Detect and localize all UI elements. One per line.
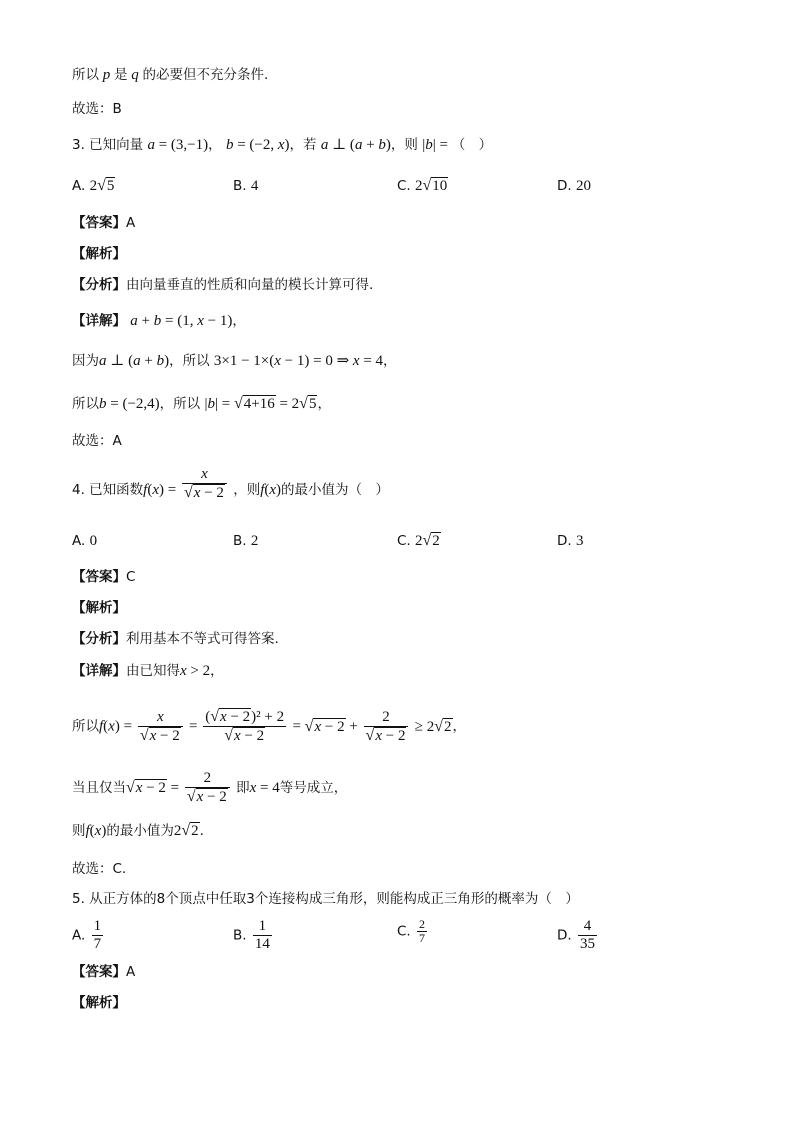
q4-option-c: C. 2√2 xyxy=(397,532,440,549)
q4-fenxi: 【分析】利用基本不等式可得答案. xyxy=(72,631,279,647)
q4-detail-3: 当且仅当√x − 2 = $\frac{2}{√x - 2}$ 即x = 4等号成立， xyxy=(72,770,348,805)
q4-detail-4: 则f(x)的最小值为2√2. xyxy=(72,822,204,839)
q3-detail-4: 故选：A xyxy=(72,433,122,449)
q5-option-b: B. $\frac{1}{14}$ xyxy=(233,918,270,952)
text-line-conclusion: 所以 p 是 q 的必要但不充分条件. xyxy=(72,67,269,83)
q4-jiexi-label: 【解析】 xyxy=(72,600,126,616)
question-3-stem: 3. 已知向量 a = (3,−1)， b = (−2, x)，若 a ⊥ (a + b)，则 |b| = （ ） xyxy=(72,137,493,153)
q3-option-b: B. 4 xyxy=(233,178,259,194)
q5-jiexi-label: 【解析】 xyxy=(72,995,126,1011)
q5-option-c: C. $\frac{2}{7}$ xyxy=(397,917,426,945)
q3-jiexi-label: 【解析】 xyxy=(72,246,126,262)
q3-detail-1: 【详解】 a + b = (1, x − 1)， xyxy=(72,313,246,329)
q3-fenxi: 【分析】由向量垂直的性质和向量的模长计算可得. xyxy=(72,277,374,293)
q4-detail-1: 【详解】由已知得x > 2， xyxy=(72,663,224,679)
q3-detail-3: 所以b = (−2,4)，所以 |b| = √4+16 = 2√5， xyxy=(72,395,331,412)
q3-option-d: D. 20 xyxy=(557,178,591,194)
q3-detail-2: 因为a ⊥ (a + b)，所以 3×1 − 1×(x − 1) = 0 ⇒ x = 4， xyxy=(72,353,397,369)
q4-option-b: B. 2 xyxy=(233,533,259,549)
q4-answer: 【答案】C xyxy=(72,569,136,585)
question-4-stem: 4. 已知函数f(x) = $\frac{x}{√x - 2}$ ，则f(x)的最小值为（ ） xyxy=(72,466,390,501)
q4-detail-5: 故选：C. xyxy=(72,861,127,877)
q5-option-a: A. $\frac{1}{7}$ xyxy=(72,918,102,952)
q3-answer: 【答案】A xyxy=(72,215,136,231)
q5-answer: 【答案】A xyxy=(72,964,136,980)
q3-option-a: A. 2√5 xyxy=(72,177,115,194)
q4-option-d: D. 3 xyxy=(557,533,584,549)
q4-option-a: A. 0 xyxy=(72,533,98,549)
question-5-stem: 5. 从正方体的8个顶点中任取3个连接构成三角形，则能构成正三角形的概率为（ ） xyxy=(72,891,579,907)
q4-detail-2: 所以f(x) = $\frac{x}{√x - 2}$ = $\frac{\text{(√x − 2)² + 2}}{√x - 2}$ = √x − 2 + $\frac{2}{√x - 2}$ ≥ 2√2， xyxy=(72,708,467,744)
text-line-choice-prev: 故选：B xyxy=(72,101,122,117)
q3-option-c: C. 2√10 xyxy=(397,177,448,194)
q5-option-d: D. $\frac{4}{35}$ xyxy=(557,918,595,952)
